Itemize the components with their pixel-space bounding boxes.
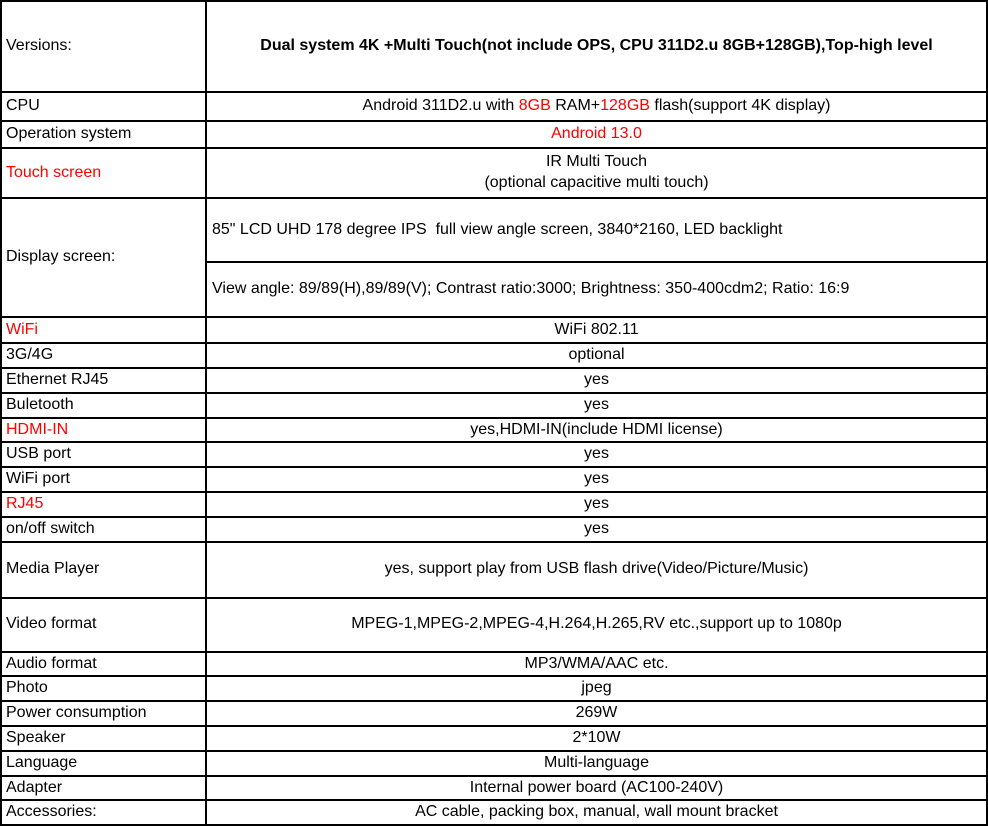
spec-value-3g-4g <box>206 343 987 368</box>
spec-value-segment: 8GB <box>518 97 551 115</box>
spec-row-wifi <box>1 317 987 343</box>
spec-value-text: MP3/WMA/AAC etc. <box>524 654 669 672</box>
spec-row-video-format <box>1 598 987 652</box>
spec-value-text: Android 13.0 <box>551 125 642 143</box>
spec-value-audio-format <box>206 652 987 677</box>
spec-value-line: (optional capacitive multi touch) <box>484 174 709 191</box>
spec-row-audio-format <box>1 652 987 677</box>
spec-value-text: jpeg <box>581 679 612 697</box>
spec-value-speaker <box>206 726 987 751</box>
spec-value-accessories <box>206 800 987 825</box>
spec-label-versions: Versions: <box>1 1 206 92</box>
spec-value-text: 2*10W <box>572 728 621 746</box>
spec-table-body <box>1 1 987 825</box>
spec-label-wifi-port: WiFi port <box>1 467 206 492</box>
spec-value-text: yes <box>584 470 609 488</box>
spec-row-ethernet-rj45 <box>1 368 987 393</box>
spec-label-usb-port: USB port <box>1 442 206 467</box>
spec-label-3g-4g: 3G/4G <box>1 343 206 368</box>
spec-label-power-consumption: Power consumption <box>1 701 206 726</box>
spec-value-touch-screen <box>206 148 987 198</box>
spec-row-rj45 <box>1 492 987 517</box>
spec-row-operation-system <box>1 121 987 148</box>
spec-value-text: yes <box>584 494 609 512</box>
spec-value-segment: flash(support 4K display) <box>649 97 831 115</box>
spec-value-media-player <box>206 542 987 598</box>
spec-value-ethernet-rj45 <box>206 368 987 393</box>
spec-label-language: Language <box>1 751 206 776</box>
spec-value-segment: Android 311D2.u with <box>362 97 519 115</box>
spec-label-operation-system: Operation system <box>1 121 206 148</box>
spec-value-display-screen-2: View angle: 89/89(H),89/89(V); Contrast ratio:3000; Brightness: 350-400cdm2; Ratio: 16:9 <box>206 262 987 317</box>
spec-value-text: Multi-language <box>544 753 649 771</box>
spec-value-video-format <box>206 598 987 652</box>
spec-label-display-screen: Display screen: <box>1 198 206 317</box>
spec-value-versions <box>206 1 987 92</box>
spec-row-on-off-switch <box>1 517 987 542</box>
spec-label-audio-format: Audio format <box>1 652 206 677</box>
spec-row-media-player <box>1 542 987 598</box>
spec-value-usb-port <box>206 442 987 467</box>
spec-row-hdmi-in <box>1 418 987 443</box>
spec-label-ethernet-rj45: Ethernet RJ45 <box>1 368 206 393</box>
spec-value-text: yes <box>584 395 609 413</box>
spec-row-power-consumption <box>1 701 987 726</box>
spec-value-text: AC cable, packing box, manual, wall mount bracket <box>415 803 778 821</box>
spec-value-wifi-port <box>206 467 987 492</box>
spec-value-line: IR Multi Touch <box>545 153 648 171</box>
spec-row-photo <box>1 676 987 701</box>
spec-label-on-off-switch: on/off switch <box>1 517 206 542</box>
spec-row-versions <box>1 1 987 92</box>
spec-row-touch-screen <box>1 148 987 198</box>
spec-value-text: optional <box>568 346 625 363</box>
spec-row-cpu <box>1 92 987 121</box>
spec-label-cpu: CPU <box>1 92 206 121</box>
spec-label-wifi: WiFi <box>1 317 206 343</box>
spec-value-adapter <box>206 776 987 801</box>
spec-value-wifi <box>206 317 987 343</box>
spec-value-rj45 <box>206 492 987 517</box>
spec-value-segment: 128GB <box>600 97 650 115</box>
spec-value-power-consumption <box>206 701 987 726</box>
spec-row-display-screen <box>1 198 987 262</box>
spec-label-rj45: RJ45 <box>1 492 206 517</box>
spec-row-3g-4g <box>1 343 987 368</box>
spec-value-text: yes <box>584 370 609 388</box>
spec-value-text: MPEG-1,MPEG-2,MPEG-4,H.264,H.265,RV etc.,support up to 1080p <box>351 615 842 633</box>
spec-label-touch-screen: Touch screen <box>1 148 206 198</box>
spec-value-photo <box>206 676 987 701</box>
spec-value-display-screen-1: 85" LCD UHD 178 degree IPS full view angle screen, 3840*2160, LED backlight <box>206 198 987 262</box>
spec-value-text: 269W <box>575 704 618 722</box>
spec-value-text: yes, support play from USB flash drive(Video/Picture/Music) <box>384 560 809 578</box>
spec-value-hdmi-in <box>206 418 987 443</box>
spec-value-text: WiFi 802.11 <box>554 320 639 338</box>
spec-label-hdmi-in: HDMI-IN <box>1 418 206 443</box>
spec-value-text: yes,HDMI-IN(include HDMI license) <box>470 420 723 438</box>
spec-label-media-player: Media Player <box>1 542 206 598</box>
spec-row-usb-port <box>1 442 987 467</box>
spec-row-speaker <box>1 726 987 751</box>
spec-label-adapter: Adapter <box>1 776 206 801</box>
spec-label-buletooth: Buletooth <box>1 393 206 418</box>
spec-row-adapter <box>1 776 987 801</box>
spec-value-buletooth <box>206 393 987 418</box>
spec-value-text: Internal power board (AC100-240V) <box>469 778 724 796</box>
spec-row-accessories <box>1 800 987 825</box>
spec-label-photo: Photo <box>1 676 206 701</box>
spec-value-text: Dual system 4K +Multi Touch(not include OPS, CPU 311D2.u 8GB+128GB),Top-high level <box>260 37 933 55</box>
spec-row-language <box>1 751 987 776</box>
spec-label-speaker: Speaker <box>1 726 206 751</box>
spec-row-wifi-port <box>1 467 987 492</box>
spec-value-on-off-switch <box>206 517 987 542</box>
spec-value-text: yes <box>584 519 609 537</box>
spec-value-language <box>206 751 987 776</box>
spec-value-segment: RAM+ <box>550 97 601 115</box>
spec-value-text: yes <box>584 445 609 463</box>
spec-label-accessories: Accessories: <box>1 800 206 825</box>
spec-row-buletooth <box>1 393 987 418</box>
spec-label-video-format: Video format <box>1 598 206 652</box>
spec-value-operation-system <box>206 121 987 148</box>
spec-value-cpu <box>206 92 987 121</box>
